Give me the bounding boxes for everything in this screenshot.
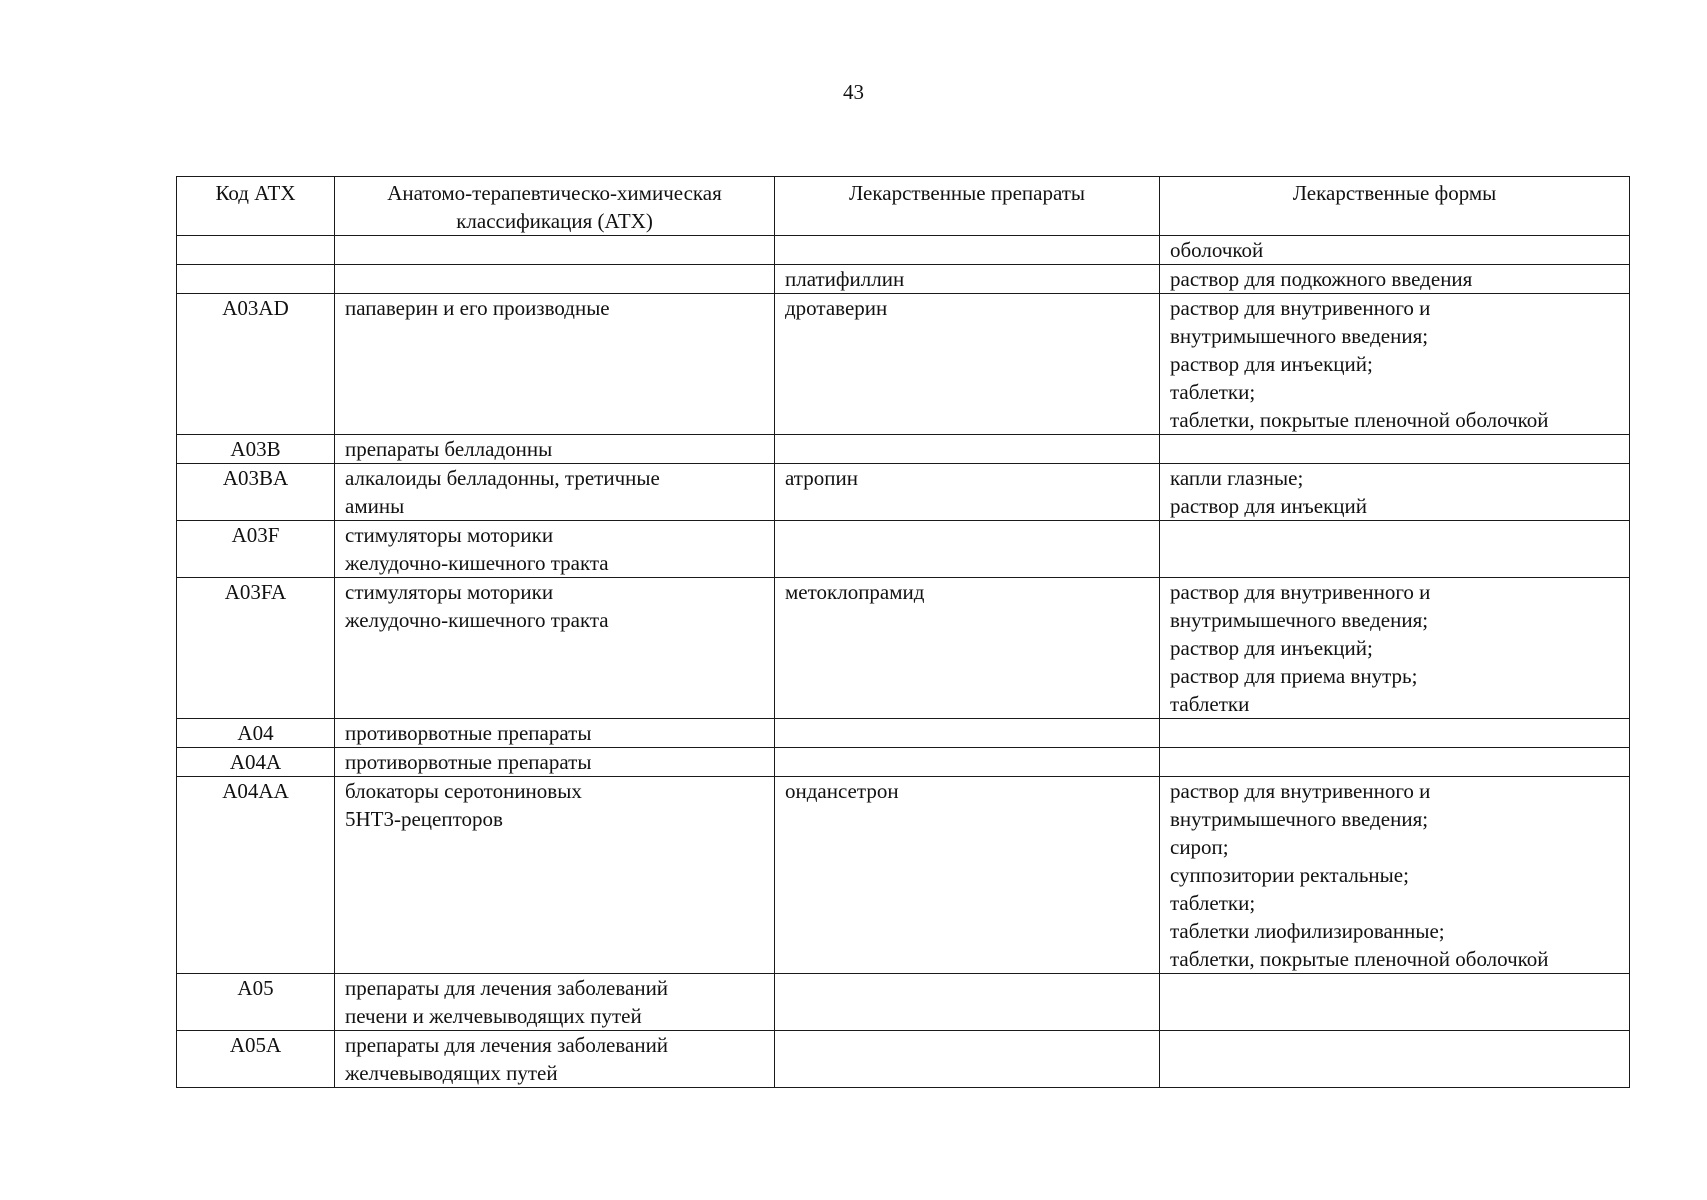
atx-code-cell: A05 <box>177 974 335 1031</box>
dosage-form-line: капли глазные; <box>1170 466 1304 490</box>
table-row <box>177 294 1630 435</box>
table-row <box>177 748 1630 777</box>
table-row <box>177 974 1630 1031</box>
classification-line: желудочно-кишечного тракта <box>345 551 609 575</box>
classification-line: препараты для лечения заболеваний <box>345 1033 669 1057</box>
atx-classification-cell <box>335 236 775 265</box>
atx-classification-cell <box>335 578 775 719</box>
atx-table <box>176 176 1630 1088</box>
drug-cell <box>775 435 1160 464</box>
atx-code-cell: A03BA <box>177 464 335 521</box>
drug-cell: платифиллин <box>775 265 1160 294</box>
atx-code-cell: A03F <box>177 521 335 578</box>
classification-line: стимуляторы моторики <box>345 523 554 547</box>
dosage-form-line: оболочкой <box>1170 238 1264 262</box>
dosage-form-line: внутримышечного введения; <box>1170 608 1429 632</box>
classification-line: алкалоиды белладонны, третичные <box>345 466 660 490</box>
classification-line: 5НТ3-рецепторов <box>345 807 503 831</box>
dosage-form-line: внутримышечного введения; <box>1170 807 1429 831</box>
dosage-form-line: сироп; <box>1170 835 1229 859</box>
drug-cell <box>775 719 1160 748</box>
table-row <box>177 464 1630 521</box>
table-row <box>177 521 1630 578</box>
dosage-form-line: суппозитории ректальные; <box>1170 863 1409 887</box>
drug-cell <box>775 1031 1160 1088</box>
table-row <box>177 578 1630 719</box>
table-header-row <box>177 177 1630 236</box>
atx-code-cell: A04A <box>177 748 335 777</box>
table-row <box>177 777 1630 974</box>
dosage-form-line: раствор для внутривенного и <box>1170 779 1431 803</box>
atx-classification-cell <box>335 464 775 521</box>
classification-line: противорвотные препараты <box>345 750 592 774</box>
page-number: 43 <box>843 80 864 104</box>
table-row <box>177 435 1630 464</box>
dosage-form-line: таблетки; <box>1170 380 1256 404</box>
drug-cell <box>775 236 1160 265</box>
table-row <box>177 236 1630 265</box>
dosage-form-line: таблетки, покрытые пленочной оболочкой <box>1170 947 1549 971</box>
atx-code-cell: A04 <box>177 719 335 748</box>
atx-classification-cell <box>335 748 775 777</box>
table-body <box>177 236 1630 1088</box>
header-drugs: Лекарственные препараты <box>775 177 1160 236</box>
dosage-form-line: внутримышечного введения; <box>1170 324 1429 348</box>
atx-code-cell <box>177 265 335 294</box>
classification-line: препараты белладонны <box>345 437 553 461</box>
dosage-forms-cell <box>1160 294 1630 435</box>
atx-code-cell: A03FA <box>177 578 335 719</box>
atx-classification-cell <box>335 719 775 748</box>
header-classification: Анатомо-терапевтическо-химическая классификация (АТХ) <box>335 177 775 236</box>
dosage-form-line: раствор для инъекций; <box>1170 352 1373 376</box>
atx-code-cell: A03B <box>177 435 335 464</box>
dosage-forms-cell <box>1160 236 1630 265</box>
classification-line: препараты для лечения заболеваний <box>345 976 669 1000</box>
dosage-forms-cell <box>1160 974 1630 1031</box>
dosage-forms-cell <box>1160 1031 1630 1088</box>
dosage-forms-cell <box>1160 748 1630 777</box>
atx-classification-cell <box>335 974 775 1031</box>
atx-classification-cell <box>335 521 775 578</box>
dosage-form-line: раствор для подкожного введения <box>1170 267 1473 291</box>
dosage-forms-cell <box>1160 435 1630 464</box>
dosage-forms-cell <box>1160 521 1630 578</box>
atx-classification-cell <box>335 435 775 464</box>
atx-code-cell <box>177 236 335 265</box>
dosage-form-line: раствор для внутривенного и <box>1170 296 1431 320</box>
classification-line: амины <box>345 494 405 518</box>
drug-cell: ондансетрон <box>775 777 1160 974</box>
table-row <box>177 265 1630 294</box>
dosage-form-line: таблетки; <box>1170 891 1256 915</box>
classification-line: противорвотные препараты <box>345 721 592 745</box>
classification-line: желудочно-кишечного тракта <box>345 608 609 632</box>
dosage-forms-cell <box>1160 464 1630 521</box>
drug-cell <box>775 748 1160 777</box>
atx-code-cell: A03AD <box>177 294 335 435</box>
atx-classification-cell <box>335 1031 775 1088</box>
drug-cell <box>775 974 1160 1031</box>
atx-classification-cell <box>335 777 775 974</box>
dosage-forms-cell <box>1160 719 1630 748</box>
table-row <box>177 1031 1630 1088</box>
dosage-form-line: раствор для инъекций; <box>1170 636 1373 660</box>
atx-code-cell: A05A <box>177 1031 335 1088</box>
dosage-form-line: раствор для инъекций <box>1170 494 1367 518</box>
header-forms: Лекарственные формы <box>1160 177 1630 236</box>
classification-line: блокаторы серотониновых <box>345 779 582 803</box>
drug-cell: дротаверин <box>775 294 1160 435</box>
atx-classification-cell <box>335 265 775 294</box>
table-row <box>177 719 1630 748</box>
classification-line: печени и желчевыводящих путей <box>345 1004 642 1028</box>
dosage-form-line: таблетки <box>1170 692 1250 716</box>
classification-line: стимуляторы моторики <box>345 580 554 604</box>
dosage-form-line: таблетки лиофилизированные; <box>1170 919 1445 943</box>
dosage-form-line: таблетки, покрытые пленочной оболочкой <box>1170 408 1549 432</box>
dosage-form-line: раствор для приема внутрь; <box>1170 664 1418 688</box>
dosage-forms-cell <box>1160 777 1630 974</box>
classification-line: желчевыводящих путей <box>345 1061 558 1085</box>
atx-classification-cell <box>335 294 775 435</box>
dosage-form-line: раствор для внутривенного и <box>1170 580 1431 604</box>
classification-line: папаверин и его производные <box>345 296 610 320</box>
dosage-forms-cell <box>1160 265 1630 294</box>
dosage-forms-cell <box>1160 578 1630 719</box>
drug-cell <box>775 521 1160 578</box>
drug-cell: метоклопрамид <box>775 578 1160 719</box>
drug-cell: атропин <box>775 464 1160 521</box>
atx-code-cell: A04AA <box>177 777 335 974</box>
header-code: Код АТХ <box>177 177 335 236</box>
